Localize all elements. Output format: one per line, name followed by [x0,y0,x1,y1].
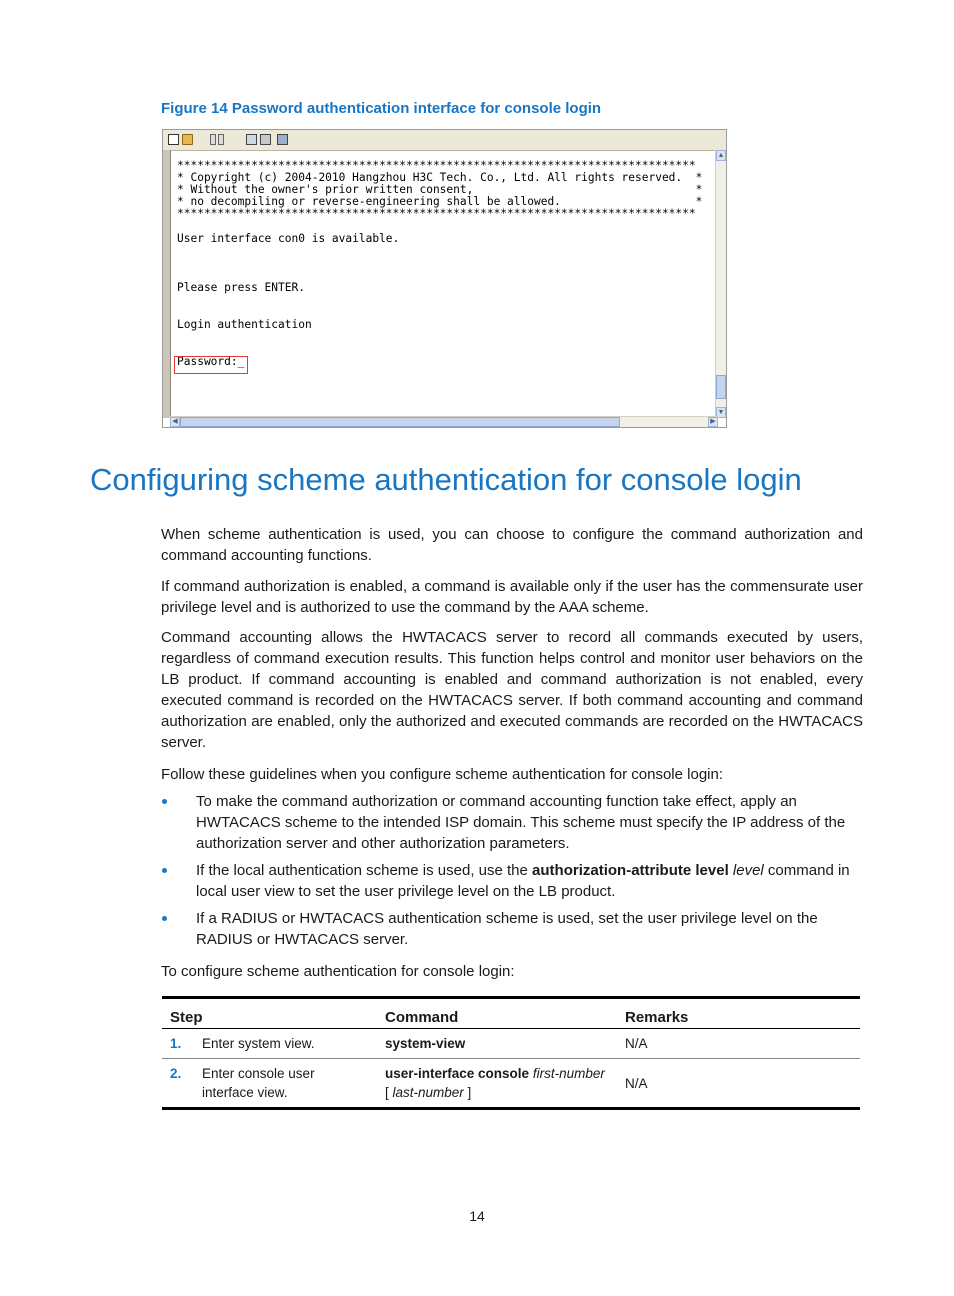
scroll-right-icon[interactable]: ▶ [708,417,718,427]
table-row [162,1059,860,1109]
scroll-left-icon[interactable]: ◀ [170,417,180,427]
new-document-icon[interactable] [168,134,179,145]
terminal-line: Please press ENTER. [177,281,305,294]
step-cell [162,1059,377,1109]
vertical-scroll-thumb[interactable] [716,375,726,399]
vertical-scrollbar[interactable] [715,150,726,418]
column-header-command: Command [377,998,617,1029]
step-number: 2. [170,1066,182,1081]
list-item: To make the command authorization or command accounting function take effect, apply an HWTACACS scheme to the intended ISP domain. This scheme must specify the IP address of the authorization server and other authorization parameters. [161,791,863,854]
guideline-list [161,791,863,956]
horizontal-scroll-thumb[interactable] [180,417,620,427]
section-title: Configuring scheme authentication for console login [90,462,802,497]
step-description: Enter console user interface view. [202,1066,315,1100]
open-folder-icon[interactable] [182,134,193,145]
command-keyword: user-interface console [385,1066,530,1081]
paragraph: Command accounting allows the HWTACACS server to record all commands executed by users, regardless of command execution results. This function helps control and monitor user behaviors on the LB product. If command accounting is enabled and command authorization is not enabled, every executed command is recorded on the HWTACACS server. If both command accounting and command authorization are enabled, only the authorized and executed commands are recorded on the HWTACACS server. [161,629,863,751]
step-number: 1. [170,1036,182,1051]
step-cell [162,1029,377,1059]
terminal-line: ***************************************************************************** [177,207,696,220]
terminal-line: * Copyright (c) 2004-2010 Hangzhou H3C Tech. Co., Ltd. All rights reserved. * [177,171,703,184]
terminal-line: ***************************************************************************** [177,159,696,172]
list-item: If a RADIUS or HWTACACS authentication scheme is used, set the user privilege level on the RADIUS or HWTACACS server. [161,908,863,950]
paragraph: To configure scheme authentication for console login: [161,963,515,980]
command-keyword: authorization-attribute level [532,862,729,879]
terminal-window [162,129,727,428]
page-number: 14 [469,1208,485,1224]
terminal-left-edge [163,150,171,418]
paragraph: When scheme authentication is used, you can choose to configure the command authorization and command accounting functions. [161,526,863,564]
scroll-down-icon[interactable]: ▼ [717,409,725,416]
column-header-remarks: Remarks [617,998,860,1029]
terminal-toolbar [163,130,726,151]
command-argument: last-number [392,1085,464,1100]
password-highlight-box [174,356,248,374]
terminal-line: * Without the owner's prior written consent, * [177,183,703,196]
column-header-step: Step [162,998,377,1029]
terminal-line: User interface con0 is available. [177,232,400,245]
scroll-up-icon[interactable]: ▲ [717,152,725,159]
bullet-icon [162,868,167,873]
table-row [162,1029,860,1059]
remarks-cell: N/A [617,1059,860,1109]
bullet-icon [162,916,167,921]
steps-table [162,996,860,1110]
disconnect-icon[interactable] [210,134,216,145]
connect-icon[interactable] [218,134,224,145]
command-argument: level [732,862,764,879]
terminal-output [177,160,722,420]
terminal-line: Login authentication [177,318,312,331]
paragraph: If command authorization is enabled, a command is available only if the user has the commensurate user privilege level and is authorized to use the command by the AAA scheme. [161,578,863,616]
properties-icon[interactable] [277,134,288,145]
copy-icon[interactable] [246,134,257,145]
command-cell [377,1029,617,1059]
horizontal-scrollbar[interactable] [170,416,718,427]
bullet-icon [162,799,167,804]
list-item: If the local authentication scheme is used, use the authorization-attribute level level command in local user view to set the user privilege level on the LB product. [161,860,863,902]
command-keyword: system-view [385,1036,466,1051]
paragraph: Follow these guidelines when you configure scheme authentication for console login: [161,766,724,783]
command-argument: first-number [532,1066,605,1081]
remarks-cell: N/A [617,1029,860,1059]
password-prompt[interactable]: Password:_ [177,355,245,368]
figure-caption: Figure 14 Password authentication interface for console login [161,100,602,117]
terminal-line: * no decompiling or reverse-engineering shall be allowed. * [177,195,703,208]
paste-icon[interactable] [260,134,271,145]
command-cell: user-interface console first-number [ last-number ] [377,1059,617,1109]
step-description: Enter system view. [202,1036,315,1051]
